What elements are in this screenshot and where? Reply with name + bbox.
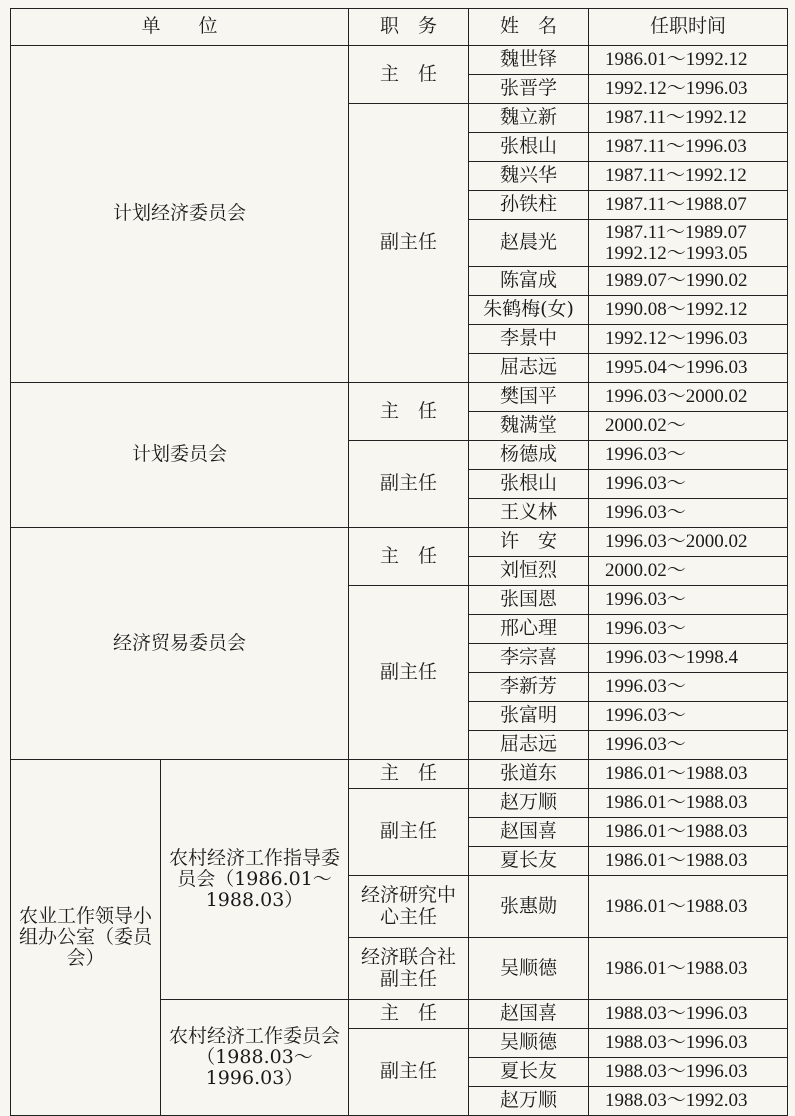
table-row [11,46,788,75]
person-name: 屈志远 [469,731,589,760]
term-of-office: 1986.01～1988.03 [589,938,788,1000]
term-of-office: 1988.03～1996.03 [589,1029,788,1058]
term-of-office: 1987.11～1992.12 [589,104,788,133]
person-name: 赵国喜 [469,818,589,847]
person-name: 樊国平 [469,383,589,412]
term-of-office: 2000.02～ [589,557,788,586]
post-econ-research: 经济研究中心主任 [349,876,469,938]
post-deputy: 副主任 [349,586,469,760]
term-of-office: 1988.03～1992.03 [589,1087,788,1116]
person-name: 魏兴华 [469,162,589,191]
post-deputy: 副主任 [349,104,469,383]
person-name: 张晋学 [469,75,589,104]
term-of-office: 1996.03～ [589,470,788,499]
term-line-1: 1987.11～1989.07 [605,221,747,243]
person-name: 朱鹤梅(女) [469,296,589,325]
person-name: 孙铁柱 [469,191,589,220]
unit-rural-comm: 农村经济工作委员会（1988.03～1996.03） [161,1000,349,1116]
person-name: 吴顺德 [469,938,589,1000]
unit-econ-trade: 经济贸易委员会 [11,528,349,760]
person-name: 魏立新 [469,104,589,133]
term-of-office: 1996.03～ [589,441,788,470]
term-of-office: 1996.03～ [589,673,788,702]
post-director: 主 任 [349,46,469,104]
term-of-office: 2000.02～ [589,412,788,441]
person-name: 魏世铎 [469,46,589,75]
term-of-office: 1995.04～1996.03 [589,354,788,383]
term-of-office: 1986.01～1988.03 [589,789,788,818]
person-name: 刘恒烈 [469,557,589,586]
person-name: 许 安 [469,528,589,557]
term-of-office: 1986.01～1988.03 [589,818,788,847]
term-of-office: 1986.01～1988.03 [589,760,788,789]
term-of-office: 1990.08～1992.12 [589,296,788,325]
term-of-office: 1996.03～2000.02 [589,383,788,412]
unit-planning: 计划委员会 [11,383,349,528]
person-name: 李景中 [469,325,589,354]
post-director: 主 任 [349,760,469,789]
term-of-office: 1996.03～ [589,702,788,731]
term-of-office [589,220,788,267]
person-name: 陈富成 [469,267,589,296]
person-name: 邢心理 [469,615,589,644]
term-of-office: 1987.11～1992.12 [589,162,788,191]
person-name: 张国恩 [469,586,589,615]
term-of-office: 1986.01～1992.12 [589,46,788,75]
person-name: 吴顺德 [469,1029,589,1058]
header-unit: 单 位 [11,9,349,46]
person-name: 杨德成 [469,441,589,470]
post-director: 主 任 [349,383,469,441]
table-row [11,760,788,789]
person-name: 张根山 [469,133,589,162]
person-name: 王义林 [469,499,589,528]
person-name: 李新芳 [469,673,589,702]
term-of-office: 1996.03～2000.02 [589,528,788,557]
post-deputy: 副主任 [349,1029,469,1116]
term-of-office: 1992.12～1996.03 [589,75,788,104]
post-deputy: 副主任 [349,441,469,528]
person-name: 张惠勋 [469,876,589,938]
header-term: 任职时间 [589,9,788,46]
header-name: 姓 名 [469,9,589,46]
unit-rural-guide: 农村经济工作指导委员会（1986.01～1988.03） [161,760,349,1000]
person-name: 夏长友 [469,847,589,876]
term-of-office: 1987.11～1988.07 [589,191,788,220]
person-name: 赵万顺 [469,1087,589,1116]
term-of-office: 1988.03～1996.03 [589,1058,788,1087]
person-name: 魏满堂 [469,412,589,441]
term-of-office: 1986.01～1988.03 [589,876,788,938]
term-of-office: 1988.03～1996.03 [589,1000,788,1029]
leadership-table [10,8,788,1116]
person-name: 屈志远 [469,354,589,383]
term-of-office: 1992.12～1996.03 [589,325,788,354]
term-of-office: 1987.11～1996.03 [589,133,788,162]
post-director: 主 任 [349,528,469,586]
post-econ-union: 经济联合社副主任 [349,938,469,1000]
person-name: 张富明 [469,702,589,731]
person-name: 赵万顺 [469,789,589,818]
term-of-office: 1996.03～ [589,615,788,644]
post-deputy: 副主任 [349,789,469,876]
person-name: 夏长友 [469,1058,589,1087]
term-of-office: 1996.03～1998.4 [589,644,788,673]
term-of-office: 1996.03～ [589,586,788,615]
post-director: 主 任 [349,1000,469,1029]
term-of-office: 1989.07～1990.02 [589,267,788,296]
term-of-office: 1996.03～ [589,499,788,528]
person-name: 赵晨光 [469,220,589,267]
term-of-office: 1986.01～1988.03 [589,847,788,876]
person-name: 赵国喜 [469,1000,589,1029]
person-name: 张道东 [469,760,589,789]
term-of-office: 1996.03～ [589,731,788,760]
table-row [11,528,788,557]
table-row [11,383,788,412]
unit-agri-office: 农业工作领导小组办公室（委员会） [11,760,161,1116]
header-post: 职 务 [349,9,469,46]
unit-planning-econ: 计划经济委员会 [11,46,349,383]
term-line-2: 1992.12～1993.05 [605,243,748,264]
person-name: 张根山 [469,470,589,499]
header-row [11,9,788,46]
person-name: 李宗喜 [469,644,589,673]
